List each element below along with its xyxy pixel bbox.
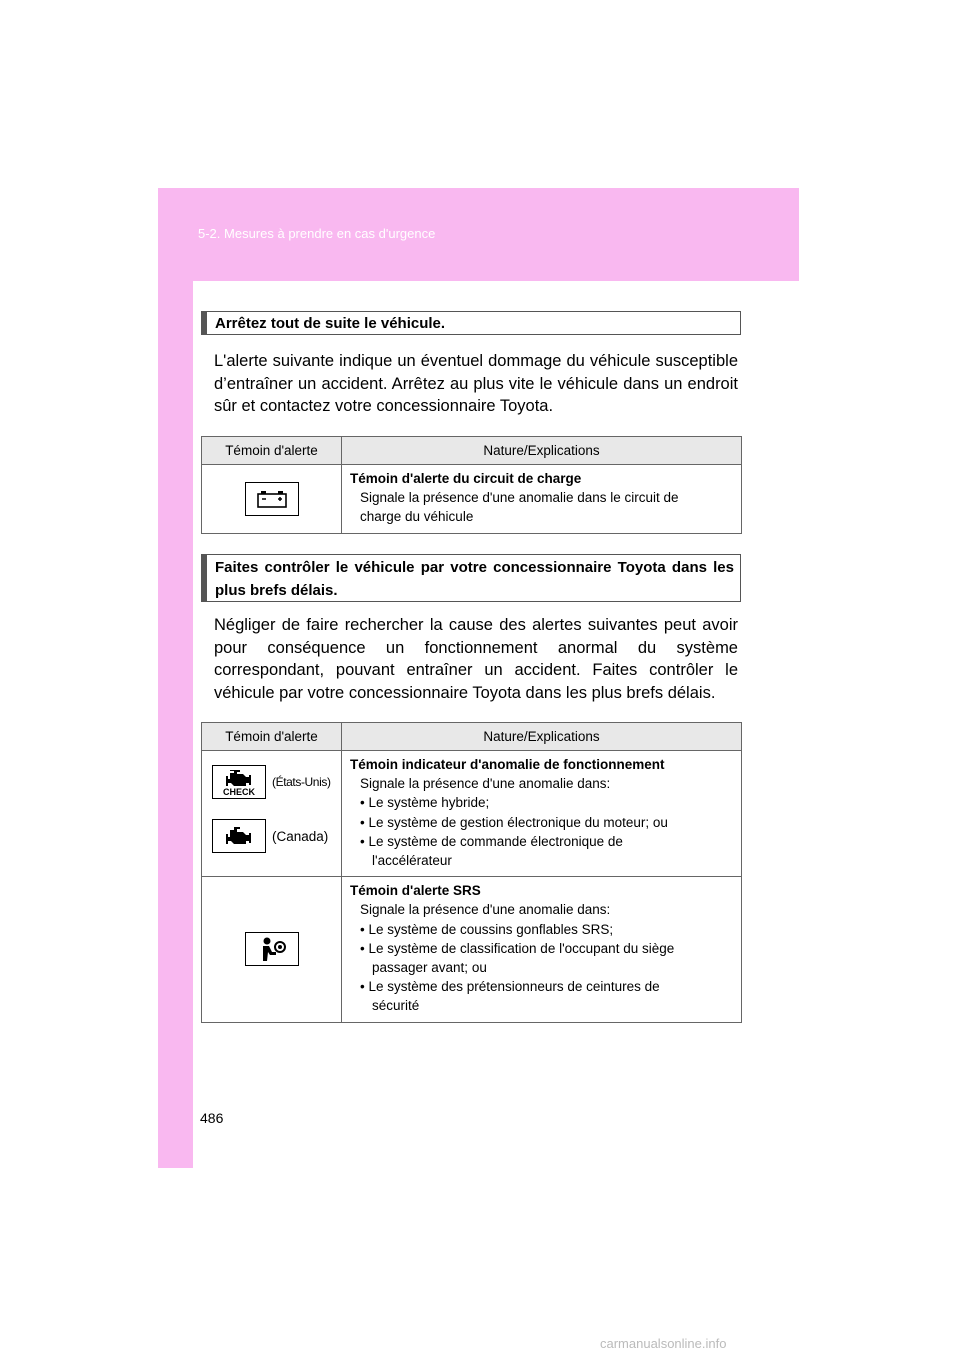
section1-paragraph: L'alerte suivante indique un éventuel dommage du véhicule susceptible d’entraîner un accident. Arrêtez au plus vite le véhicule dans un endroit sûr et contactez votre concessionnaire Toyota.: [214, 352, 738, 415]
mil-label-usa: (États-Unis): [272, 775, 331, 789]
mil-intro: Signale la présence d'une anomalie dans:: [360, 776, 611, 792]
table2-col-icon-header: Témoin d'alerte: [202, 723, 342, 751]
charge-warning-title: Témoin d'alerte du circuit de charge: [350, 471, 582, 486]
page-number: 486: [200, 1110, 224, 1126]
list-item-continuation: l'accélérateur: [372, 853, 452, 869]
check-text: CHECK: [222, 787, 256, 797]
list-item: • Le système de commande électronique de: [360, 833, 623, 849]
warning-table-2: [201, 722, 742, 1023]
table1-col-icon-header: Témoin d'alerte: [202, 437, 342, 465]
table-row: [202, 465, 742, 534]
battery-icon: [245, 482, 299, 516]
table-row: [202, 751, 742, 877]
section2-paragraph: Négliger de faire rechercher la cause des alertes suivantes peut avoir pour conséquence un fonctionnement anormal du système correspondant, pouvant entraîner un accident. Faites contrôler le véhicule par votre concessionnaire Toyota dans les plus brefs délais.: [214, 616, 738, 703]
srs-intro: Signale la présence d'une anomalie dans:: [360, 902, 611, 918]
list-item: • Le système des prétensionneurs de ceintures de: [360, 979, 660, 995]
list-item-continuation: passager avant; ou: [372, 960, 487, 976]
list-item-continuation: sécurité: [372, 998, 420, 1014]
list-item: • Le système de coussins gonflables SRS;: [360, 921, 614, 937]
section-breadcrumb: 5-2. Mesures à prendre en cas d'urgence: [198, 226, 436, 241]
list-item: • Le système de gestion électronique du moteur; ou: [360, 814, 668, 830]
charge-warning-line-2: charge du véhicule: [360, 509, 474, 525]
table-row: [202, 877, 742, 1022]
mil-label-canada: (Canada): [272, 828, 329, 844]
srs-title: Témoin d'alerte SRS: [350, 883, 481, 899]
mil-title: Témoin indicateur d'anomalie de fonctionnement: [350, 757, 665, 772]
section2-heading: Faites contrôler le véhicule par votre concessionnaire Toyota dans les plus brefs délais.: [201, 554, 741, 602]
table1-col-desc-header: Nature/Explications: [342, 437, 742, 465]
srs-airbag-icon: [245, 932, 299, 966]
engine-icon: [212, 819, 266, 853]
section1-heading: Arrêtez tout de suite le véhicule.: [201, 311, 741, 335]
side-tab-strip: [158, 188, 193, 1168]
table2-col-desc-header: Nature/Explications: [342, 723, 742, 751]
list-item: • Le système de classification de l'occupant du siège: [360, 940, 675, 956]
warning-table-1: [201, 436, 742, 534]
charge-warning-line-1: Signale la présence d'une anomalie dans le circuit de: [360, 490, 679, 506]
check-engine-icon: [212, 765, 266, 799]
list-item: • Le système hybride;: [360, 795, 490, 811]
watermark: carmanualsonline.info: [600, 1336, 727, 1351]
